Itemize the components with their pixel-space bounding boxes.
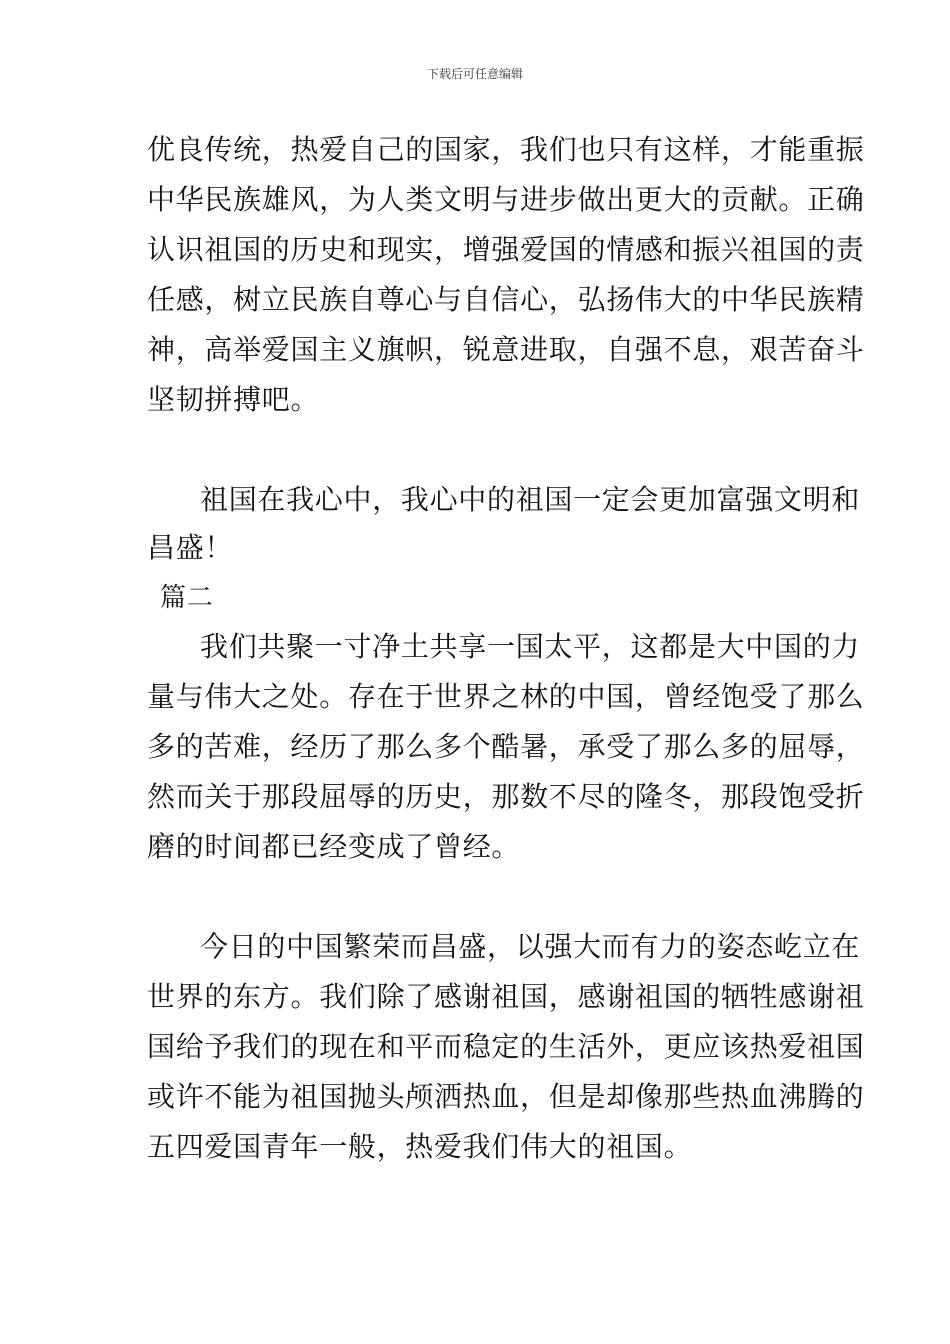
text-line: 祖国在我心中，我心中的祖国一定会更加富强文明和: [200, 483, 861, 516]
text-line: 今日的中国繁荣而昌盛，以强大而有力的姿态屹立在: [200, 930, 861, 963]
text-line: 认识祖国的历史和现实，增强爱国的情感和振兴祖国的责: [147, 233, 865, 266]
text-line: 世界的东方。我们除了感谢祖国，感谢祖国的牺牲感谢祖: [147, 980, 865, 1013]
text-line: 中华民族雄风，为人类文明与进步做出更大的贡献。正确: [147, 183, 865, 216]
text-line: 国给予我们的现在和平而稳定的生活外，更应该热爱祖国: [147, 1030, 865, 1063]
text-line: 然而关于那段屈辱的历史，那数不尽的隆冬，那段饱受折: [147, 780, 865, 813]
page-header: 下载后可任意编辑: [426, 67, 523, 81]
text-line: 量与伟大之处。存在于世界之林的中国，曾经饱受了那么: [147, 680, 865, 713]
text-line: 神，高举爱国主义旗帜，锐意进取，自强不息，艰苦奋斗: [147, 333, 865, 366]
text-line: 任感，树立民族自尊心与自信心，弘扬伟大的中华民族精: [147, 283, 865, 316]
text-line: 坚韧拼搏吧。: [147, 383, 320, 416]
text-line: 优良传统，热爱自己的国家，我们也只有这样，才能重振: [147, 133, 865, 166]
text-line: 五四爱国青年一般，热爱我们伟大的祖国。: [147, 1130, 693, 1163]
text-line: 或许不能为祖国抛头颅洒热血，但是却像那些热血沸腾的: [147, 1080, 865, 1113]
text-line: 我们共聚一寸净土共享一国太平，这都是大中国的力: [200, 630, 861, 663]
text-line: 昌盛！: [147, 531, 234, 564]
text-line: 磨的时间都已经变成了曾经。: [147, 830, 521, 863]
text-line: 多的苦难，经历了那么多个酷暑，承受了那么多的屈辱，: [147, 730, 865, 763]
section-title: 篇二: [160, 583, 214, 613]
